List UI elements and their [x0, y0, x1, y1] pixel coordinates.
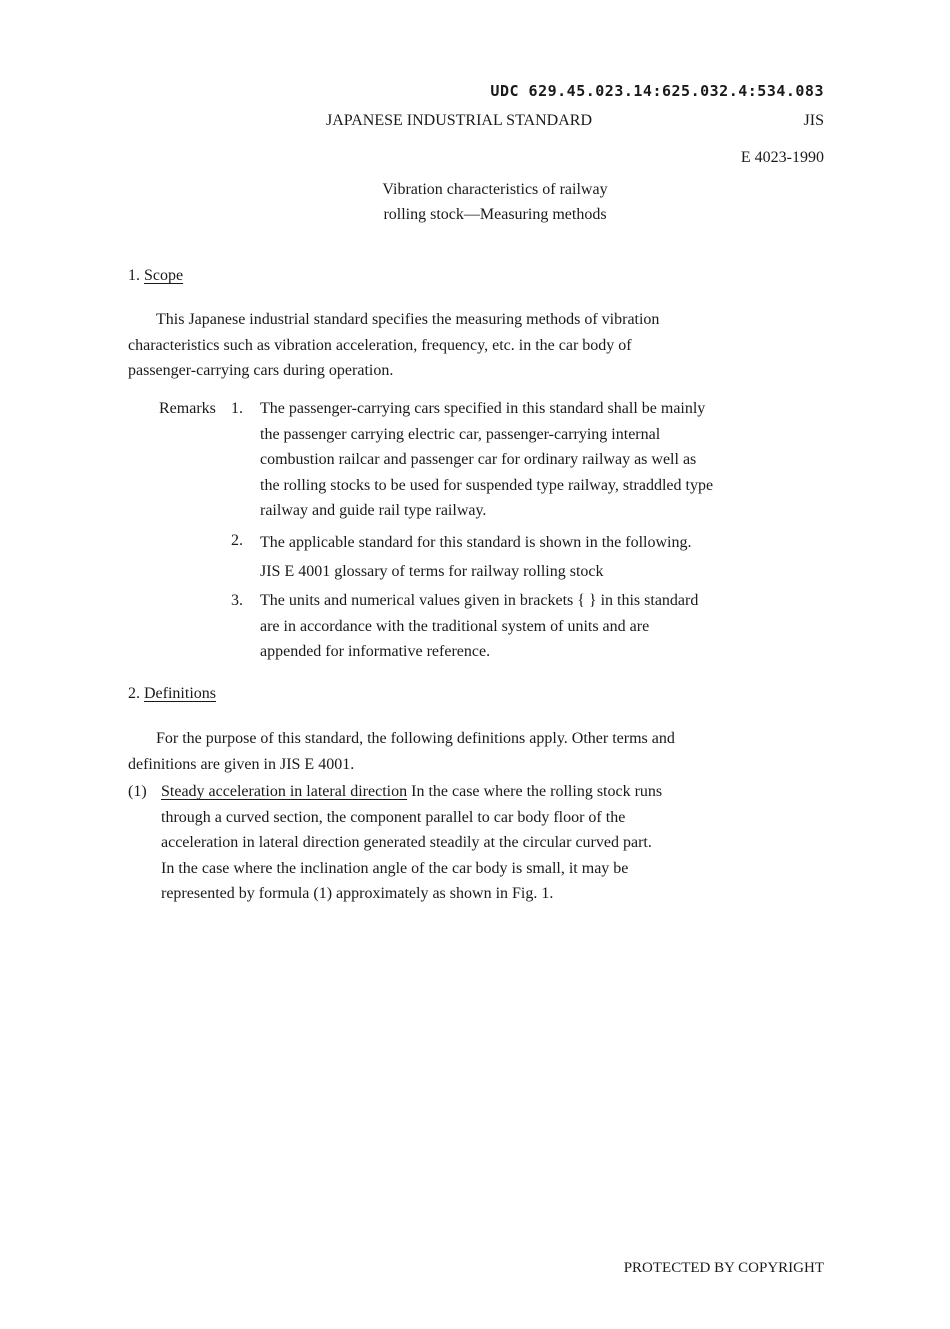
document-title-line-2: rolling stock—Measuring methods	[383, 206, 607, 223]
scope-line: characteristics such as vibration acceleration, frequency, etc. in the car body of	[128, 336, 632, 354]
definition-1-first-line-rest: In the case where the rolling stock runs	[407, 783, 663, 800]
remark-1	[260, 396, 830, 524]
remark-line: The applicable standard for this standard is shown in the following.	[260, 534, 692, 551]
definitions-intro	[128, 726, 818, 777]
definition-1-first-line	[161, 779, 821, 805]
section-1-title: Scope	[144, 267, 184, 284]
scope-paragraph	[128, 307, 818, 384]
remark-3-number: 3.	[231, 592, 243, 609]
section-2-number: 2.	[128, 685, 140, 702]
udc-code: UDC 629.45.023.14:625.032.4:534.083	[490, 82, 824, 100]
standard-name: JAPANESE INDUSTRIAL STANDARD	[326, 112, 592, 129]
remark-line: JIS E 4001 glossary of terms for railway rolling stock	[260, 563, 604, 580]
definition-line: represented by formula (1) approximately as shown in Fig. 1.	[161, 885, 554, 902]
section-2-title: Definitions	[144, 685, 216, 702]
remark-line: The passenger-carrying cars specified in this standard shall be mainly	[260, 400, 706, 417]
remark-3	[260, 588, 830, 665]
section-1-heading	[128, 267, 183, 285]
definition-line: through a curved section, the component parallel to car body floor of the	[161, 808, 626, 826]
jis-mark: JIS	[803, 112, 824, 129]
section-2-heading	[128, 685, 216, 703]
remark-1-number: 1.	[231, 400, 243, 417]
definition-1	[161, 779, 821, 907]
remark-line: the passenger carrying electric car, passenger-carrying internal	[260, 425, 661, 443]
definition-1-number: (1)	[128, 783, 147, 800]
definitions-line: definitions are given in JIS E 4001.	[128, 755, 355, 773]
scope-line: passenger-carrying cars during operation.	[128, 362, 394, 379]
copyright-notice: PROTECTED BY COPYRIGHT	[623, 1260, 824, 1276]
definition-line: acceleration in lateral direction generated steadily at the circular curved part.	[161, 834, 652, 851]
remark-line: appended for informative reference.	[260, 643, 491, 660]
definitions-line: For the purpose of this standard, the following definitions apply. Other terms and	[156, 730, 675, 747]
remarks-label: Remarks	[159, 400, 216, 417]
definition-line: In the case where the inclination angle of the car body is small, it may be	[161, 859, 629, 877]
remark-2-number: 2.	[231, 532, 243, 549]
remark-line: the rolling stocks to be used for suspended type railway, straddled type	[260, 476, 714, 494]
remark-line: The units and numerical values given in brackets { } in this standard	[260, 592, 699, 609]
remark-line: railway and guide rail type railway.	[260, 502, 487, 519]
definition-1-term: Steady acceleration in lateral direction	[161, 783, 408, 800]
remark-line: are in accordance with the traditional system of units and are	[260, 617, 650, 635]
standard-number: E 4023-1990	[740, 149, 824, 166]
remark-line: combustion railcar and passenger car for ordinary railway as well as	[260, 451, 697, 468]
section-1-number: 1.	[128, 267, 140, 284]
remark-2	[260, 528, 830, 586]
document-title-line-1: Vibration characteristics of railway	[382, 181, 608, 198]
scope-line: This Japanese industrial standard specifies the measuring methods of vibration	[156, 311, 660, 328]
